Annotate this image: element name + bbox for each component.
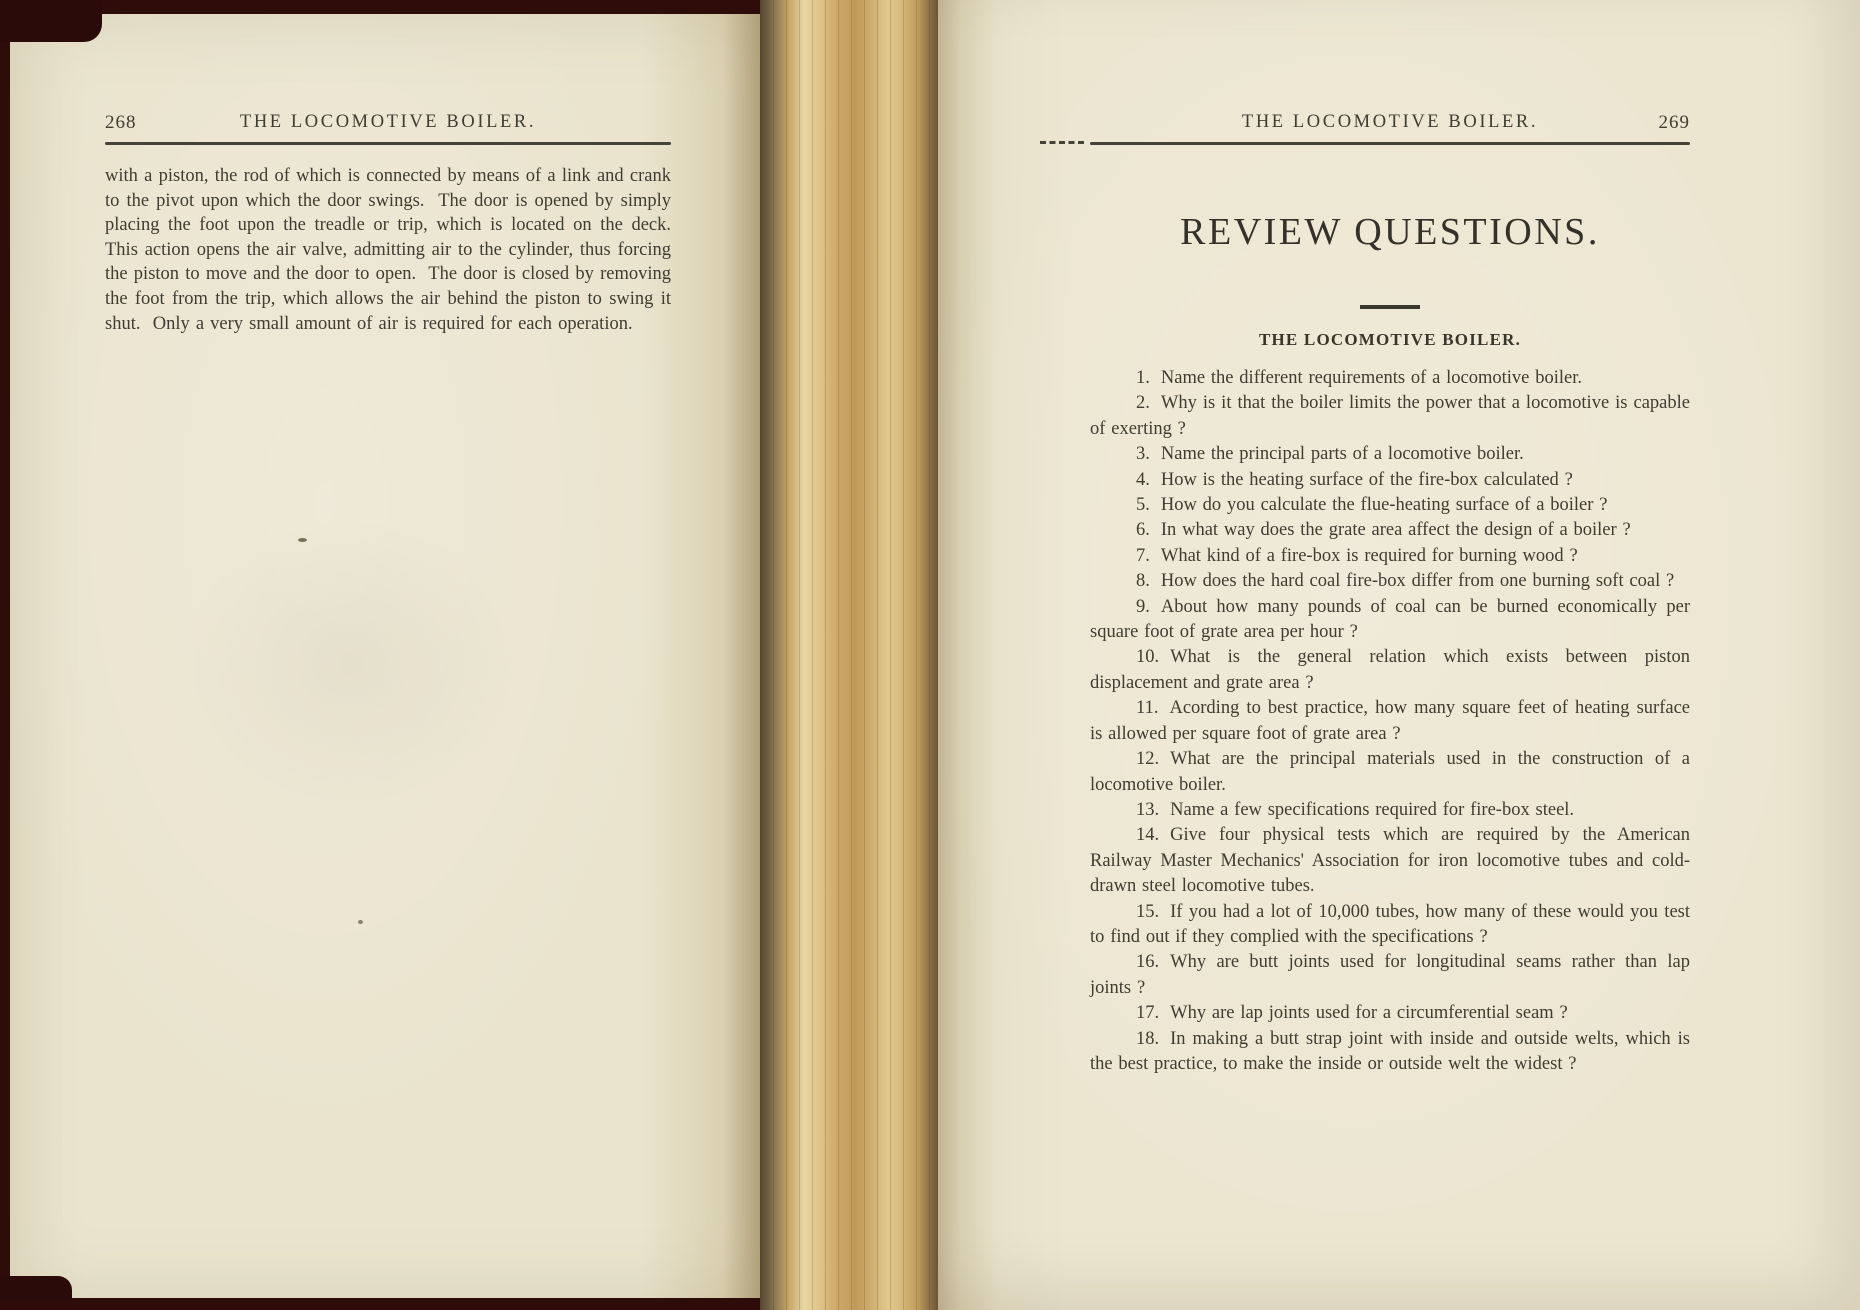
question-number: 11.	[1136, 698, 1159, 719]
question-item	[1090, 798, 1690, 823]
paper-speck	[298, 538, 307, 542]
question-item	[1090, 493, 1690, 518]
scan-dark-corner-top	[0, 0, 102, 42]
question-number: 5.	[1136, 495, 1150, 516]
question-text: If you had a lot of 10,000 tubes, how many of these would you test to find out if they complied with the specifications ?	[1090, 901, 1690, 947]
question-number: 7.	[1136, 545, 1150, 566]
title-divider-rule	[1360, 305, 1420, 309]
chapter-title: REVIEW QUESTIONS.	[1180, 211, 1600, 253]
question-number: 6.	[1136, 520, 1150, 541]
ink-bleed-ghost	[180, 514, 520, 814]
question-number: 14.	[1136, 825, 1160, 846]
right-page	[938, 0, 1860, 1310]
paper-speck	[358, 920, 363, 924]
question-item	[1090, 544, 1690, 569]
question-number: 4.	[1136, 469, 1150, 490]
question-item	[1090, 518, 1690, 543]
question-text: What are the principal materials used in the construction of a locomotive boiler.	[1090, 749, 1690, 795]
question-number: 16.	[1136, 952, 1160, 973]
question-text: What is the general relation which exists between piston displacement and grate area ?	[1090, 647, 1690, 693]
question-item	[1090, 442, 1690, 467]
section-heading: THE LOCOMOTIVE BOILER.	[1258, 330, 1522, 349]
question-text: What kind of a fire-box is required for burning wood ?	[1160, 545, 1578, 566]
question-number: 9.	[1136, 596, 1150, 617]
question-text: Why are lap joints used for a circumferential seam ?	[1170, 1003, 1568, 1024]
question-item	[1090, 696, 1690, 747]
book-gutter-page-edges	[760, 0, 938, 1310]
question-item	[1090, 747, 1690, 798]
question-item	[1090, 1001, 1690, 1026]
question-text: Why is it that the boiler limits the power that a locomotive is capable of exerting ?	[1090, 393, 1690, 439]
questions-list	[1090, 366, 1690, 1077]
question-text: Acording to best practice, how many square feet of heating surface is allowed per square foot of grate area ?	[1090, 698, 1690, 744]
left-page-number: 268	[105, 112, 137, 133]
question-text: How do you calculate the flue-heating surface of a boiler ?	[1160, 495, 1608, 516]
question-item	[1090, 950, 1690, 1001]
question-number: 13.	[1136, 799, 1160, 820]
title-divider-row	[1090, 296, 1690, 314]
question-text: In what way does the grate area affect the design of a boiler ?	[1160, 520, 1631, 541]
scan-dark-corner-bottom	[0, 1276, 72, 1300]
right-running-title: THE LOCOMOTIVE BOILER.	[1241, 112, 1539, 132]
question-number: 10.	[1136, 647, 1160, 668]
question-number: 12.	[1136, 749, 1160, 770]
question-number: 15.	[1136, 901, 1160, 922]
question-text: About how many pounds of coal can be burned economically per square foot of grate area per hour ?	[1090, 596, 1690, 643]
question-number: 18.	[1136, 1028, 1160, 1049]
left-header-rule	[105, 142, 671, 145]
question-item	[1090, 366, 1690, 391]
question-number: 3.	[1136, 444, 1150, 465]
question-item	[1090, 1027, 1690, 1078]
left-body-paragraph: with a piston, the rod of which is connected by means of a link and crank to the pivot upon which the door swings. The door is opened by simply placing the foot upon the treadle or trip, which is located on the deck. This action opens the air valve, admitting air to the cylinder, thus forcing the piston to move and the door to open. The door is closed by removing the foot from the trip, which allows the air behind the piston to swing it shut. Only a very small amount of air is required for each operation.	[105, 166, 684, 334]
question-text: Name the different requirements of a locomotive boiler.	[1160, 368, 1582, 388]
question-text: In making a butt strap joint with inside and outside welts, which is the best practice, to make the inside or outside welt the widest ?	[1090, 1028, 1690, 1074]
question-item	[1090, 391, 1690, 442]
right-page-number: 269	[1658, 112, 1690, 133]
question-text: How does the hard coal fire-box differ from one burning soft coal ?	[1160, 571, 1675, 592]
question-number: 2.	[1136, 393, 1150, 414]
question-text: Why are butt joints used for longitudinal seams rather than lap joints ?	[1090, 952, 1690, 998]
left-page	[10, 14, 760, 1298]
question-item	[1090, 569, 1690, 594]
question-text: Give four physical tests which are required by the American Railway Master Mechanics' Association for iron locomotive tubes and cold-drawn steel locomotive tubes.	[1090, 825, 1690, 897]
question-item	[1090, 645, 1690, 696]
question-number: 1.	[1136, 368, 1150, 388]
question-text: How is the heating surface of the fire-box calculated ?	[1160, 469, 1573, 490]
question-text: Name a few specifications required for fire-box steel.	[1170, 799, 1575, 820]
left-running-title: THE LOCOMOTIVE BOILER.	[239, 112, 537, 132]
question-item	[1090, 595, 1690, 646]
question-item	[1090, 900, 1690, 951]
question-number: 17.	[1136, 1003, 1160, 1024]
question-text: Name the principal parts of a locomotive boiler.	[1160, 444, 1524, 465]
question-item	[1090, 468, 1690, 493]
question-item	[1090, 823, 1690, 899]
right-header-rule	[1090, 142, 1690, 145]
question-number: 8.	[1136, 571, 1150, 592]
